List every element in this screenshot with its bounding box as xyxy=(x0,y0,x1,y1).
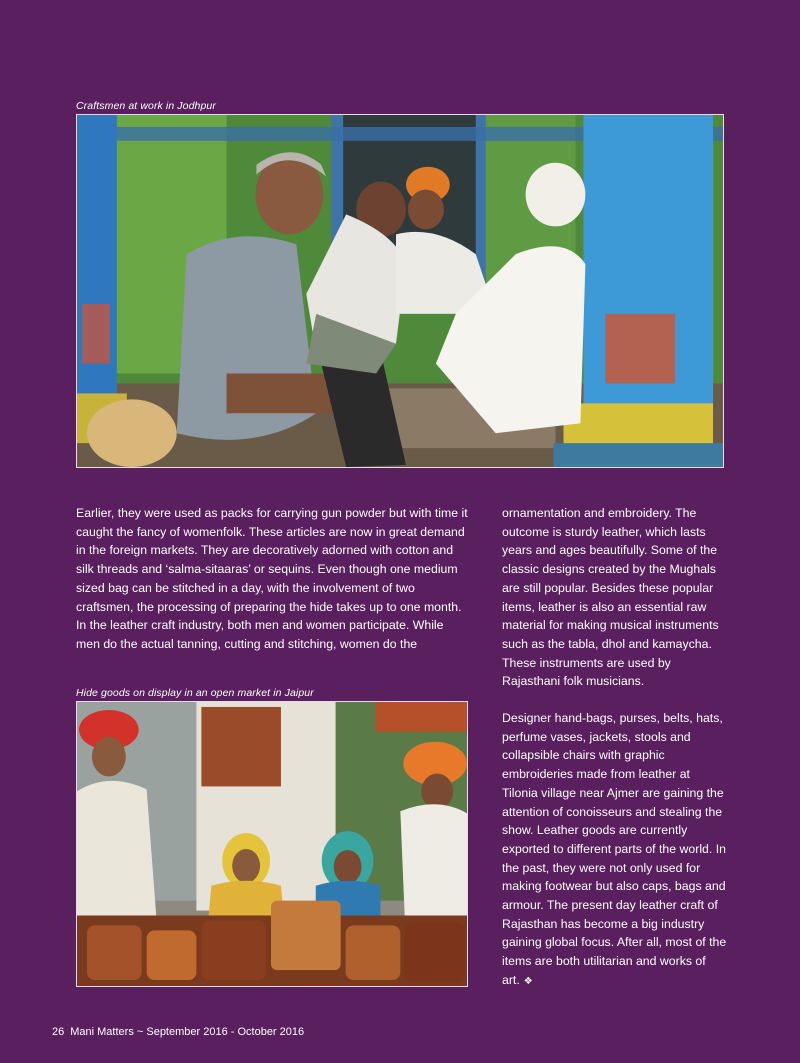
photo-hide-goods-jaipur xyxy=(76,701,468,987)
left-paragraph: Earlier, they were used as packs for carrying gun powder but with time it caught the fancy of womenfolk. These articles are now in great demand in the foreign markets. They are decoratively adorned with cotton and silk threads and ‘salma-sitaaras’ or sequins. Even though one medium sized bag can be stitched in a day, with the involvement of two craftsmen, the processing of preparing the hide takes up to one month. In the leather craft industry, both men and women participate. While men do the actual tanning, cutting and stitching, women do the xyxy=(76,506,468,651)
photo-craftsmen-jodhpur xyxy=(76,114,724,468)
photo2-caption: Hide goods on display in an open market in Jaipur xyxy=(76,687,314,699)
publication-line: Mani Matters ~ September 2016 - October 2016 xyxy=(70,1026,305,1038)
page-footer xyxy=(52,1026,304,1038)
photo1-caption: Craftsmen at work in Jodhpur xyxy=(76,100,216,112)
right-paragraph-1: ornamentation and embroidery. The outcome is sturdy leather, which lasts years and ages beautifully. Some of the classic designs created by the Mughals are still popular. Besides these popular items, leather is also an essential raw material for making musical instruments such as the tabla, dhol and kamaycha. These instruments are used by Rajasthani folk musicians. xyxy=(502,506,719,689)
right-paragraph-2-text: Designer hand-bags, purses, belts, hats, perfume vases, jackets, stools and collapsible chairs with graphic embroideries made from leather at Tilonia village near Ajmer are gaining the attention of conoisseurs and stealing the show. Leather goods are currently exported to different parts of the world. In the past, they were not only used for making footwear but also caps, bags and armour. The present day leather craft of Rajasthan has become a big industry gaining global focus. After all, most of the items are both utilitarian and works of art. xyxy=(502,711,727,987)
left-column xyxy=(76,504,468,654)
right-paragraph-2 xyxy=(502,709,727,992)
right-column xyxy=(502,504,727,992)
page-number: 26 xyxy=(52,1026,65,1038)
end-mark-icon: ❖ xyxy=(523,975,533,987)
